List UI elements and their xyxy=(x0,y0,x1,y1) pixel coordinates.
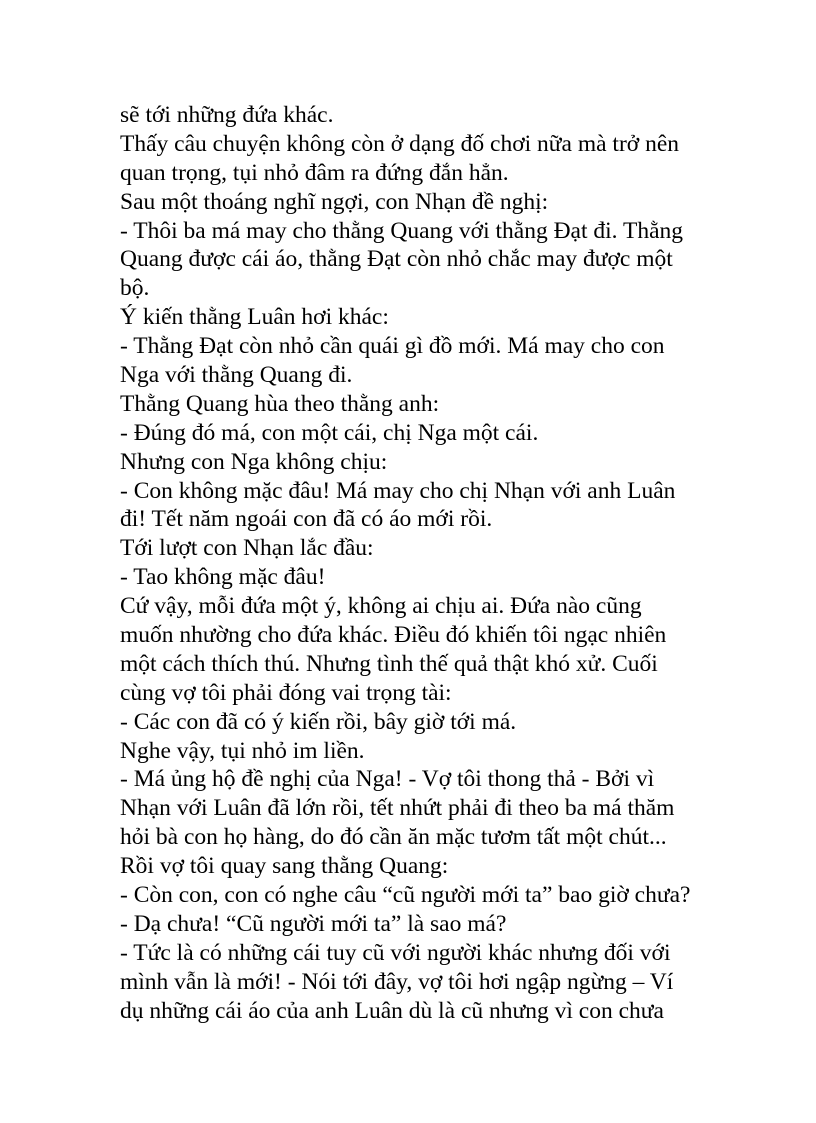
text-line: mình vẫn là mới! - Nói tới đây, vợ tôi hơi ngập ngừng – Ví xyxy=(120,968,674,995)
text-line: muốn nhường cho đứa khác. Điều đó khiến tôi ngạc nhiên xyxy=(120,622,667,649)
text-line: Ý kiến thằng Luân hơi khác: xyxy=(120,304,389,331)
text-line: Nga với thằng Quang đi. xyxy=(120,362,353,389)
text-line: Nhưng con Nga không chịu: xyxy=(120,448,388,475)
text-line: bộ. xyxy=(120,275,150,302)
text-line: hỏi bà con họ hàng, do đó cần ăn mặc tươm tất một chút... xyxy=(120,824,667,851)
text-line: - Con không mặc đâu! Má may cho chị Nhạn với anh Luân xyxy=(120,477,676,504)
text-line: quan trọng, tụi nhỏ đâm ra đứng đắn hẳn. xyxy=(120,159,509,186)
text-line: Rồi vợ tôi quay sang thằng Quang: xyxy=(120,853,449,880)
text-line: đi! Tết năm ngoái con đã có áo mới rồi. xyxy=(120,506,493,533)
text-line: Quang được cái áo, thằng Đạt còn nhỏ chắc may được một xyxy=(120,246,673,273)
text-line: - Đúng đó má, con một cái, chị Nga một cái. xyxy=(120,419,539,446)
text-line: một cách thích thú. Nhưng tình thế quả thật khó xử. Cuối xyxy=(120,650,658,677)
text-line: - Tức là có những cái tuy cũ với người khác nhưng đối với xyxy=(120,939,671,966)
body-text xyxy=(120,101,720,1026)
text-line: Nghe vậy, tụi nhỏ im liền. xyxy=(120,737,365,764)
text-line: - Má ủng hộ đề nghị của Nga! - Vợ tôi thong thả - Bởi vì xyxy=(120,766,655,793)
text-line: Sau một thoáng nghĩ ngợi, con Nhạn đề nghị: xyxy=(120,188,549,215)
text-line: dụ những cái áo của anh Luân dù là cũ nhưng vì con chưa xyxy=(120,997,664,1024)
text-line: - Dạ chưa! “Cũ người mới ta” là sao má? xyxy=(120,910,507,937)
text-line: - Tao không mặc đâu! xyxy=(120,564,326,591)
text-line: Thấy câu chuyện không còn ở dạng đố chơi nữa mà trở nên xyxy=(120,130,680,157)
text-line: Tới lượt con Nhạn lắc đầu: xyxy=(120,535,374,562)
text-line: sẽ tới những đứa khác. xyxy=(120,102,334,128)
text-line: - Các con đã có ý kiến rồi, bây giờ tới má. xyxy=(120,708,517,735)
text-line: - Thôi ba má may cho thằng Quang với thằng Đạt đi. Thằng xyxy=(120,217,684,244)
text-line: Nhạn với Luân đã lớn rồi, tết nhứt phải đi theo ba má thăm xyxy=(120,795,675,822)
text-line: - Thằng Đạt còn nhỏ cần quái gì đồ mới. Má may cho con xyxy=(120,333,665,360)
text-line: Thằng Quang hùa theo thằng anh: xyxy=(120,390,440,417)
text-line: cùng vợ tôi phải đóng vai trọng tài: xyxy=(120,679,452,706)
text-line: - Còn con, con có nghe câu “cũ người mới ta” bao giờ chưa? xyxy=(120,882,691,909)
text-line: Cứ vậy, mỗi đứa một ý, không ai chịu ai. Đứa nào cũng xyxy=(120,593,642,620)
